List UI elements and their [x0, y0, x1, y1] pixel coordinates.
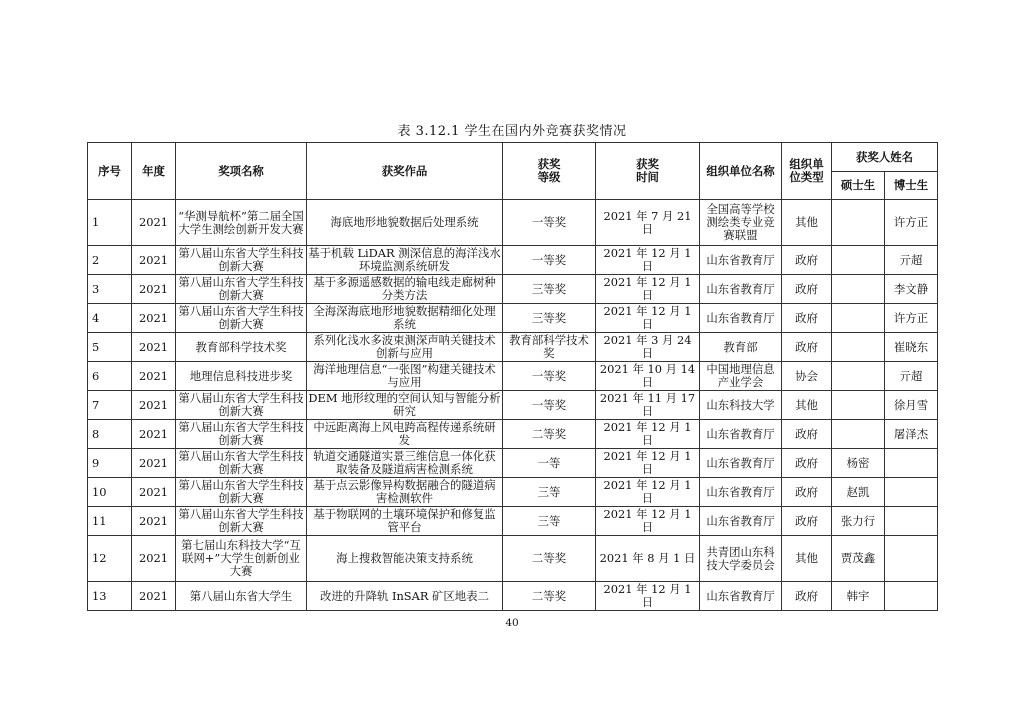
cell-orgtype: 其他 [782, 200, 832, 246]
header-winners: 获奖人姓名 [832, 143, 938, 172]
cell-time: 2021 年 11 月 17 日 [596, 391, 700, 420]
cell-work: 基于物联网的土壤环境保护和修复监管平台 [307, 507, 503, 536]
cell-work: 轨道交通隧道实景三维信息一体化获取装备及隧道病害检测系统 [307, 449, 503, 478]
cell-time: 2021 年 3 月 24 日 [596, 333, 700, 362]
cell-org: 共青团山东科技大学委员会 [700, 536, 782, 582]
cell-no: 1 [88, 200, 132, 246]
cell-award: 教育部科学技术奖 [176, 333, 307, 362]
cell-level: 二等奖 [503, 536, 596, 582]
cell-no: 6 [88, 362, 132, 391]
cell-master: 杨密 [832, 449, 885, 478]
cell-award: 第八届山东省大学生科技创新大赛 [176, 478, 307, 507]
cell-level: 一等奖 [503, 246, 596, 275]
cell-work: 海底地形地貌数据后处理系统 [307, 200, 503, 246]
cell-org: 山东省教育厅 [700, 275, 782, 304]
cell-time: 2021 年 12 月 1 日 [596, 246, 700, 275]
table-row [88, 391, 938, 420]
cell-award: 第八届山东省大学生科技创新大赛 [176, 304, 307, 333]
cell-master [832, 275, 885, 304]
cell-no: 10 [88, 478, 132, 507]
cell-year: 2021 [132, 449, 176, 478]
cell-orgtype: 政府 [782, 246, 832, 275]
table-row [88, 507, 938, 536]
cell-award: 第八届山东省大学生科技创新大赛 [176, 507, 307, 536]
cell-level: 二等奖 [503, 582, 596, 611]
cell-level: 一等奖 [503, 362, 596, 391]
cell-orgtype: 政府 [782, 507, 832, 536]
cell-time: 2021 年 12 月 1 日 [596, 275, 700, 304]
header-row [88, 143, 938, 172]
cell-phd [885, 507, 938, 536]
cell-year: 2021 [132, 391, 176, 420]
cell-award: 第八届山东省大学生科技创新大赛 [176, 246, 307, 275]
cell-org: 山东省教育厅 [700, 420, 782, 449]
cell-year: 2021 [132, 507, 176, 536]
cell-org: 教育部 [700, 333, 782, 362]
table-row [88, 362, 938, 391]
cell-phd: 许方正 [885, 200, 938, 246]
table-row [88, 304, 938, 333]
cell-orgtype: 政府 [782, 275, 832, 304]
cell-time: 2021 年 10 月 14 日 [596, 362, 700, 391]
cell-master [832, 362, 885, 391]
cell-award: 第七届山东科技大学“互联网+”大学生创新创业大赛 [176, 536, 307, 582]
table-row [88, 478, 938, 507]
cell-phd: 亓超 [885, 246, 938, 275]
cell-level: 三等 [503, 507, 596, 536]
table-row [88, 275, 938, 304]
cell-year: 2021 [132, 304, 176, 333]
page-number: 40 [505, 617, 519, 629]
cell-year: 2021 [132, 246, 176, 275]
cell-work: DEM 地形纹理的空间认知与智能分析研究 [308, 391, 501, 418]
cell-award: 第八届山东省大学生科技创新大赛 [176, 420, 307, 449]
cell-master [832, 333, 885, 362]
cell-work: 系列化浅水多波束测深声呐关键技术创新与应用 [307, 333, 503, 362]
table-row [88, 420, 938, 449]
cell-org: 山东省教育厅 [700, 449, 782, 478]
table-row [88, 246, 938, 275]
header-work: 获奖作品 [307, 143, 503, 200]
awards-table [87, 142, 938, 611]
cell-work: 海上搜救智能决策支持系统 [307, 536, 503, 582]
header-year: 年度 [132, 143, 176, 200]
cell-work: 改进的升降轨 InSAR 矿区地表二 [307, 582, 503, 611]
cell-level: 三等 [503, 478, 596, 507]
cell-phd: 李文静 [885, 275, 938, 304]
cell-level: 一等奖 [503, 391, 596, 420]
cell-level: 二等奖 [503, 420, 596, 449]
cell-time: 2021 年 12 月 1 日 [596, 449, 700, 478]
cell-orgtype: 政府 [782, 478, 832, 507]
cell-no: 2 [88, 246, 132, 275]
cell-level: 一等 [503, 449, 596, 478]
cell-no: 13 [88, 582, 132, 611]
cell-master: 韩宇 [832, 582, 885, 611]
cell-phd: 许方正 [885, 304, 938, 333]
cell-award: 第八届山东省大学生科技创新大赛 [176, 275, 307, 304]
cell-award: 地理信息科技进步奖 [176, 362, 307, 391]
cell-level: 教育部科学技术奖 [503, 333, 596, 362]
cell-phd [885, 449, 938, 478]
cell-time: 2021 年 7 月 21 日 [596, 200, 700, 246]
table-row [88, 200, 938, 246]
cell-level: 三等奖 [503, 304, 596, 333]
cell-year: 2021 [132, 420, 176, 449]
header-orgtype: 组织单 位类型 [782, 143, 832, 200]
cell-award: 第八届山东省大学生科技创新大赛 [176, 449, 307, 478]
table-row [88, 333, 938, 362]
cell-time: 2021 年 12 月 1 日 [596, 507, 700, 536]
cell-time: 2021 年 12 月 1 日 [596, 478, 700, 507]
header-phd: 博士生 [885, 172, 938, 200]
cell-work: 中远距离海上风电跨高程传递系统研发 [307, 420, 503, 449]
cell-work: 基于点云影像异构数据融合的隧道病害检测软件 [307, 478, 503, 507]
header-award: 奖项名称 [176, 143, 307, 200]
cell-org: 山东省教育厅 [700, 582, 782, 611]
table-caption: 表 3.12.1 学生在国内外竞赛获奖情况 [397, 124, 627, 139]
cell-time: 2021 年 8 月 1 日 [596, 536, 700, 582]
cell-orgtype: 政府 [782, 333, 832, 362]
cell-no: 8 [88, 420, 132, 449]
cell-level: 一等奖 [503, 200, 596, 246]
cell-orgtype: 政府 [782, 582, 832, 611]
cell-org: 山东省教育厅 [700, 304, 782, 333]
cell-time: 2021 年 12 月 1 日 [596, 304, 700, 333]
cell-orgtype: 政府 [782, 304, 832, 333]
cell-master [832, 246, 885, 275]
header-master: 硕士生 [832, 172, 885, 200]
cell-work: 全海深海底地形地貌数据精细化处理系统 [307, 304, 503, 333]
cell-org: 全国高等学校测绘类专业竞赛联盟 [700, 200, 782, 246]
cell-work: 基于机载 LiDAR 测深信息的海洋浅水环境监测系统研发 [308, 246, 501, 273]
cell-phd [885, 536, 938, 582]
cell-master: 张力行 [832, 507, 885, 536]
cell-work: 海洋地理信息“一张图”构建关键技术与应用 [307, 362, 503, 391]
cell-year: 2021 [132, 200, 176, 246]
cell-year: 2021 [132, 333, 176, 362]
cell-award: 第八届山东省大学生科技创新大赛 [176, 391, 307, 420]
cell-no: 5 [88, 333, 132, 362]
cell-no: 7 [88, 391, 132, 420]
cell-year: 2021 [132, 275, 176, 304]
cell-phd [885, 478, 938, 507]
cell-orgtype: 协会 [782, 362, 832, 391]
header-level: 获奖 等级 [503, 143, 596, 200]
cell-phd: 亓超 [885, 362, 938, 391]
cell-master [832, 420, 885, 449]
cell-level: 三等奖 [503, 275, 596, 304]
cell-org: 中国地理信息产业学会 [700, 362, 782, 391]
cell-orgtype: 政府 [782, 449, 832, 478]
cell-no: 11 [88, 507, 132, 536]
cell-phd: 屠泽杰 [885, 420, 938, 449]
cell-master: 赵凯 [832, 478, 885, 507]
cell-no: 3 [88, 275, 132, 304]
cell-master [832, 391, 885, 420]
cell-year: 2021 [132, 478, 176, 507]
cell-no: 4 [88, 304, 132, 333]
cell-master [832, 200, 885, 246]
cell-orgtype: 政府 [782, 420, 832, 449]
cell-org: 山东省教育厅 [700, 507, 782, 536]
cell-year: 2021 [132, 582, 176, 611]
cell-time: 2021 年 12 月 1 日 [596, 420, 700, 449]
header-org: 组织单位名称 [700, 143, 782, 200]
cell-no: 12 [88, 536, 132, 582]
cell-award: 第八届山东省大学生 [176, 582, 307, 611]
cell-year: 2021 [132, 362, 176, 391]
table-row [88, 449, 938, 478]
header-time: 获奖 时间 [596, 143, 700, 200]
table-row [88, 582, 938, 611]
cell-master [832, 304, 885, 333]
cell-year: 2021 [132, 536, 176, 582]
cell-master: 贾茂鑫 [832, 536, 885, 582]
cell-time: 2021 年 12 月 1 日 [596, 582, 700, 611]
cell-org: 山东科技大学 [700, 391, 782, 420]
cell-phd: 崔晓东 [885, 333, 938, 362]
cell-orgtype: 其他 [782, 391, 832, 420]
header-no: 序号 [88, 143, 132, 200]
cell-no: 9 [88, 449, 132, 478]
table-row [88, 536, 938, 582]
cell-org: 山东省教育厅 [700, 478, 782, 507]
cell-org: 山东省教育厅 [700, 246, 782, 275]
cell-award: “华测导航杯”第二届全国大学生测绘创新开发大赛 [176, 200, 307, 246]
cell-phd [885, 582, 938, 611]
cell-phd: 徐月雪 [885, 391, 938, 420]
cell-orgtype: 其他 [782, 536, 832, 582]
cell-work: 基于多源遥感数据的输电线走廊树种分类方法 [307, 275, 503, 304]
